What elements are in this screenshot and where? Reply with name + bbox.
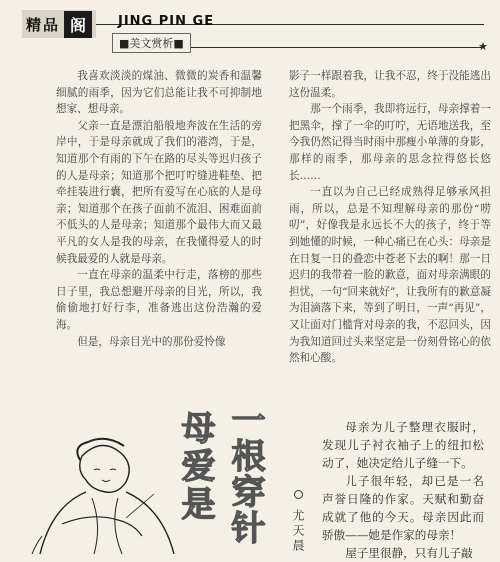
paragraph: 我喜欢淡淡的煤油、微微的炭香和温馨细腻的雨季，因为它们总能让我不可抑制地想家、想母亲。 (56, 70, 262, 116)
author-name: 尤天晨 (291, 508, 305, 554)
column-header (22, 10, 488, 54)
lower-article-column (322, 418, 484, 562)
column-label-boxed: 阁 (64, 11, 92, 38)
column-label (22, 10, 96, 38)
star-ornament-icon: ★ (478, 40, 488, 53)
paragraph: 一直在母亲的温柔中行走，落榜的那些日子里，我总想避开母亲的目光，所以，我偷偷地打好行李，准备逃出这份浩瀚的爱海。 (56, 269, 262, 331)
author-byline (290, 490, 307, 554)
paragraph: 母亲为儿子整理衣服时，发现儿子衬衣袖子上的纽扣松动了，她决定给儿子缝一下。 (322, 420, 484, 470)
mother-sewing-illustration (22, 436, 182, 554)
column-pinyin: JING PIN GE (118, 14, 215, 29)
paragraph: 但是，母亲目光中的那份爱怜像 (77, 335, 226, 348)
left-column (56, 68, 262, 350)
paragraph: 影子一样跟着我，让我不忍，终于没能逃出这份温柔。 (289, 70, 491, 99)
title-line-2: 母爱是 (175, 410, 215, 524)
section-label: ■美文赏析■ (112, 33, 191, 53)
byline-circle-icon (294, 490, 303, 499)
paragraph: 一直以为自己已经成熟得足够承风担雨，所以，总是不知理解母亲的那份“唠叨”，好像我是永远长不大的孩子，终于等到她懂的时候，一种心痛已在心头：母亲是在日复一日的叠恋中苍老下去的啊！那一日迟归的我带着一脸的歉意，面对母亲满眼的担忧，一句“回来就好”，让我所有的歉意凝为泪滴落下来，等到了明日，一声“再见”，又让面对门槛背对母亲的我，不忍回头，因为我知道回过头来坚定是一份刻骨铭心的依然和心酸。 (289, 186, 491, 365)
column-label-text: 精品 (26, 15, 61, 34)
title-line-1: 一根穿针 (225, 402, 265, 546)
paragraph: 父亲一直是漂泊船般地奔波在生活的旁岸中，于是母亲就成了我们的港湾，于是，知道那个有雨的下午在路的尽头等迟归孩子的人是母亲；知道那个把叮咛缝进鞋垫、把牵挂装进行囊，把所有爱写在心底的人是母亲；知道那个在孩子面前不流泪、困难面前不低头的人是母亲；知道那个最伟大而又最平凡的女人是我的母亲，在我懂得爱人的时候我最爱的人就是母亲。 (56, 119, 262, 265)
header-rule-lower (172, 47, 484, 48)
paragraph: 那一个雨季，我即将远行，母亲撑着一把黑伞，撑了一伞的叮咛，无语地送我，至今我仍然记得当时雨中那瘦小单薄的身影，那样的雨季，那母亲的思念拉得悠长悠长…… (289, 103, 491, 182)
paragraph: 屋子里很静，只有儿子敲 (345, 546, 473, 560)
paragraph: 儿子很年轻，却已是一名声誉日隆的作家。天赋和勤奋成就了他的今天。母亲因此而骄傲——她是作家的母亲！ (322, 474, 484, 542)
right-column (289, 68, 491, 367)
